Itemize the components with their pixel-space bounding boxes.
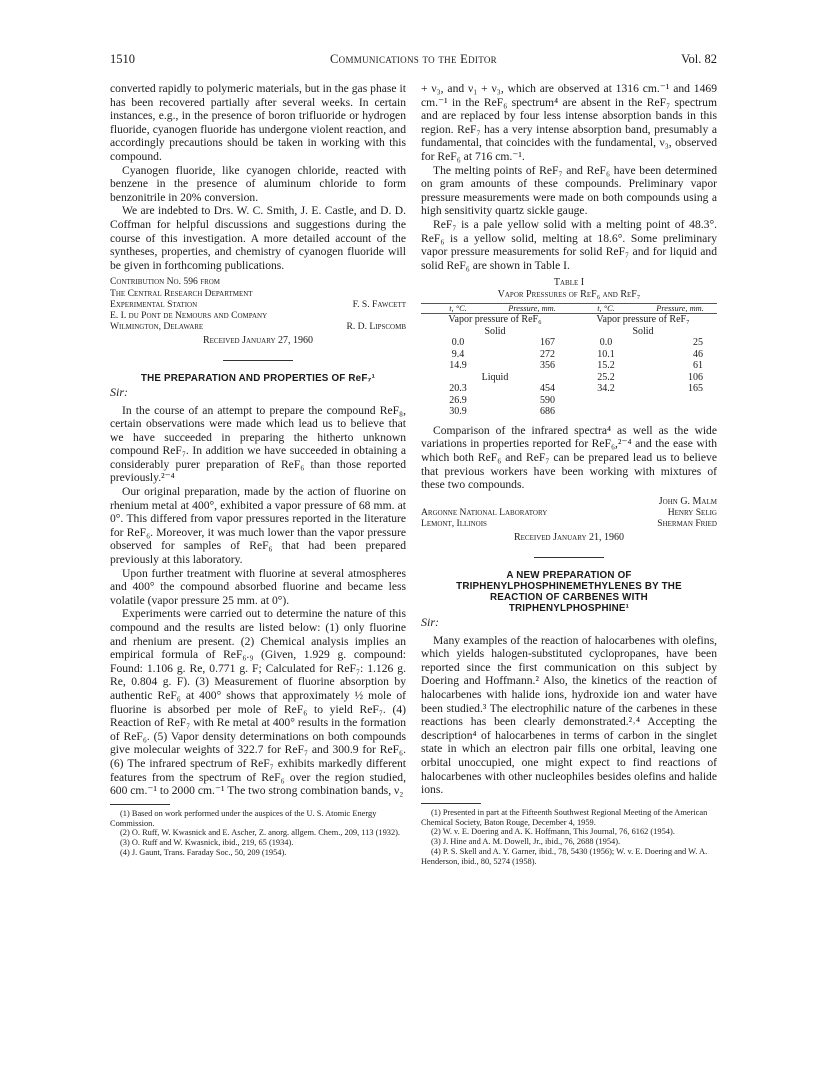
author-name: R. D. Lipscomb [346,321,406,333]
salutation: Sir: [110,384,128,399]
footnote: (1) Based on work performed under the auspices of the U. S. Atomic Energy Commission. [110,808,377,828]
affiliation-row [110,299,406,310]
footnote: (1) Presented in part at the Fifteenth Southwest Regional Meeting of the American Chemical Society, Baton Rouge, December 4, 1959. [421,807,708,827]
footnotes [421,808,717,867]
table-cell [643,406,717,418]
affiliation-line: Contribution No. 596 from [110,276,221,288]
footnote-divider [421,803,481,804]
table-cell: 14.9 [449,360,467,372]
article-title [421,570,717,614]
left-column [110,82,406,858]
received-date: Received January 21, 1960 [513,532,625,544]
footnote: (3) O. Ruff and W. Kwasnick, ibid., 219, 65 (1934). [120,838,294,848]
divider [223,360,293,361]
column-header: Pressure, mm. [495,304,569,314]
affiliation-row [110,321,406,332]
title-line: REACTION OF CARBENES WITH [490,591,648,603]
paragraph: We are indebted to Drs. W. C. Smith, J. E. Castle, and D. D. Coffman for helpful discussions and suggestions during the course of this investigation. A more detailed account of the syntheses, properties, and chemistry of cyanogen fluoride will be given in forthcoming publications. [110,204,406,272]
paragraph: The melting points of ReF₇ and ReF₆ have been determined on gram amounts of these compounds. Preliminary vapor pressure measurements were made on both compounds using a high sensitivity quartz sickle gauge. [421,163,717,218]
column-header: Pressure, mm. [643,304,717,314]
author-name: Henry Selig [667,506,717,518]
footnote: (3) J. Hine and A. M. Dowell, Jr., ibid., 76, 2688 (1954). [431,837,621,847]
table-cell: 272 [540,348,555,360]
table-cell: 165 [688,383,703,395]
table-row [421,395,717,407]
table-cell: 15.2 [597,360,615,372]
table-header-row [421,304,717,314]
table-phase-row [421,326,717,338]
phase-label: Solid [484,325,506,337]
table-cell: 590 [540,394,555,406]
table-row [421,360,717,372]
title-line: A NEW PREPARATION OF [506,569,632,581]
group-header: Vapor pressure of ReF₇ [569,314,717,326]
table-cell: 30.9 [449,406,467,418]
page-number: 1510 [110,52,135,66]
table-cell: 106 [688,371,703,383]
paragraph: Upon further treatment with fluorine at several atmospheres and 400° the compound absorbed fluorine and became less volatile (vapor pressure 25 mm. at 0°). [110,566,406,607]
group-header: Vapor pressure of ReF₆ [421,314,569,326]
paragraph: Cyanogen fluoride, like cyanogen chloride, reacted with benzene in the presence of aluminum chloride to form benzonitrile in 20% conversion. [110,163,406,204]
right-column [421,82,717,866]
paragraph: Many examples of the reaction of halocarbenes with olefins, which yields halogen-substituted cyclopropanes, have been reported since the first communication on this subject by Doering and Hoffmann.² Also, the kinetics of the reaction of halocarbenes with halide ions, hydroxide ion and water have been studied.³ The electrophilic nature of the carbenes in these reactions has been clearly demonstrated.²˒⁴ Accepting the description⁴ of halocarbenes in terms of carbon in the singlet state in which an electron pair fills one orbital, leaving one orbital unoccupied, one might expect to find reactions of halocarbenes with other nucleophiles besides olefins and halide ions. [421,633,717,797]
footnotes [110,809,406,858]
author-name: John G. Malm [658,495,717,507]
table-cell: 25 [693,337,703,349]
footnote: (4) J. Gaunt, Trans. Faraday Soc., 50, 209 (1954). [120,847,287,857]
table-cell: 10.1 [597,348,615,360]
page-header [110,52,717,68]
table-cell: 9.4 [451,348,465,360]
table-cell: 167 [540,337,555,349]
table-row [421,406,717,418]
footnote-divider [110,804,170,805]
title-line: TRIPHENYLPHOSPHINEMETHYLENES BY THE [456,580,682,592]
affiliation-row [421,507,717,518]
paragraph: In the course of an attempt to prepare the compound ReF₈, certain observations were made which lead us to believe that we have succeeded in preparing the hitherto unknown compound ReF₇. In addition we have succeeded in obtaining a considerably purer preparation of ReF₆ than those reported previously.²⁻⁴ [110,403,406,485]
footnote: (4) P. S. Skell and A. Y. Garner, ibid., 78, 5430 (1956); W. v. E. Doering and W. A. Henderson, ibid., 80, 5274 (1958). [421,846,708,866]
table-label: Table I [553,277,585,289]
table-cell: 20.3 [449,383,467,395]
phase-label: Liquid [481,371,509,383]
table-cell: 26.9 [449,394,467,406]
author-name: F. S. Fawcett [352,298,406,310]
title-line: TRIPHENYLPHOSPHINE¹ [508,602,630,614]
phase-label: Solid [632,325,654,337]
table-cell: 686 [540,406,555,418]
affiliation-line: Lemont, Illinois [421,518,487,530]
author-name: Sherman Fried [657,518,717,530]
table-cell: 356 [540,360,555,372]
article-title: THE PREPARATION AND PROPERTIES OF ReF₇¹ [140,372,376,384]
table-cell [569,395,643,407]
paragraph: Our original preparation, made by the action of fluorine on rhenium metal at 400°, exhibited a vapor pressure of 68 mm. at 0°. This differed from vapor pressures reported in the literature for ReF₆. Moreover, it was much lower than the vapor pressure observed for samples of ReF₆ that had been prepared previously at this laboratory. [110,485,406,567]
table-cell: 25.2 [597,371,615,383]
author-affiliation [110,276,406,332]
column-header: t, °C. [569,304,643,314]
table-row [421,372,717,384]
table-cell: 34.2 [597,383,615,395]
table-cell [643,395,717,407]
paragraph: converted rapidly to polymeric materials, but in the gas phase it has been recovered partially after several weeks. In certain instances, e.g., in the presence of boron trifluoride or hydrogen fluoride, cyanogen fluoride has undergone violent reaction, and accordingly precautions should be taken in working with this compound. [110,82,406,163]
table-group-row [421,314,717,326]
paragraph: ReF₇ is a pale yellow solid with a melting point of 48.3°. ReF₆ is a yellow solid, melting at 18.6°. Some preliminary vapor pressure measurements for solid ReF₇ and for liquid and solid ReF₆ are shown in Table I. [421,217,717,272]
paragraph: + ν₃, and ν₁ + ν₃, which are observed at 1316 cm.⁻¹ and 1469 cm.⁻¹ in the ReF₆ spectrum⁴ are absent in the ReF₇ spectrum and are replaced by four less intense absorption bands in this region. ReF₇ has a very intense absorption band, presumably a fundamental, that coincides with the fundamental, ν₃, observed for ReF₆ at 716 cm.⁻¹. [421,82,717,163]
table-row [421,383,717,395]
salutation: Sir: [421,614,439,629]
author-signatures [421,496,717,530]
footnote: (2) W. v. E. Doering and A. K. Hoffmann, This Journal, 76, 6162 (1954). [431,827,675,837]
paragraph: Comparison of the infrared spectra⁴ as well as the wide variations in properties reported for ReF₆,²⁻⁴ and the ease with which both ReF₆ and ReF₇ can be prepared lead us to believe that previous workers have been working with mixtures of these two compounds. [421,423,717,492]
affiliation-line: The Central Research Department [110,287,253,299]
table-title: Vapor Pressures of ReF₆ and ReF₇ [497,289,641,301]
received-date: Received January 27, 1960 [202,335,314,347]
volume-number: Vol. 82 [681,52,717,66]
table-cell: 46 [693,348,703,360]
footnote: (2) O. Ruff, W. Kwasnick and E. Ascher, Z. anorg. allgem. Chem., 209, 113 (1932). [120,828,401,838]
table-cell: 0.0 [451,337,465,349]
column-header: t, °C. [421,304,495,314]
vapor-pressure-table [421,303,717,418]
affiliation-line: Experimental Station [110,298,198,310]
affiliation-line: Argonne National Laboratory [421,506,548,518]
table-cell: 0.0 [599,337,613,349]
affiliation-line: E. I. du Pont de Nemours and Company [110,309,268,321]
table-cell: 454 [540,383,555,395]
divider [534,557,604,558]
affiliation-row [421,518,717,529]
affiliation-line: Wilmington, Delaware [110,321,204,333]
table-cell: 61 [693,360,703,372]
table-cell [569,406,643,418]
table-row [421,337,717,349]
table-row [421,349,717,361]
paragraph: Experiments were carried out to determine the nature of this compound and the results are listed below: (1) only fluorine and rhenium are present. (2) Chemical analysis implies an empirical formula of ReF₆.₉ (Given, 1.929 g. compound: Found: 1.106 g. Re, 0.771 g. F; Calculated for ReF₇: 1.126 g. Re, 0.804 g. F). (3) Measurement of fluorine absorption by authentic ReF₆ at 400° shows that approximately ½ mole of fluorine is absorbed per mole of ReF₆ to yield ReF₇. (4) Reaction of ReF₇ with Re metal at 400° results in the formation of ReF₆. (5) Vapor density determinations on both compounds give molecular weights of 322.7 for ReF₇ and 300.9 for ReF₆. (6) The infrared spectrum of ReF₇ exhibits markedly different features from the spectrum of ReF₆ over the region studied, 600 cm.⁻¹ to 2000 cm.⁻¹ The two strong combination bands, ν₂ [110,607,406,798]
journal-section-title: Communications to the Editor [330,52,497,66]
